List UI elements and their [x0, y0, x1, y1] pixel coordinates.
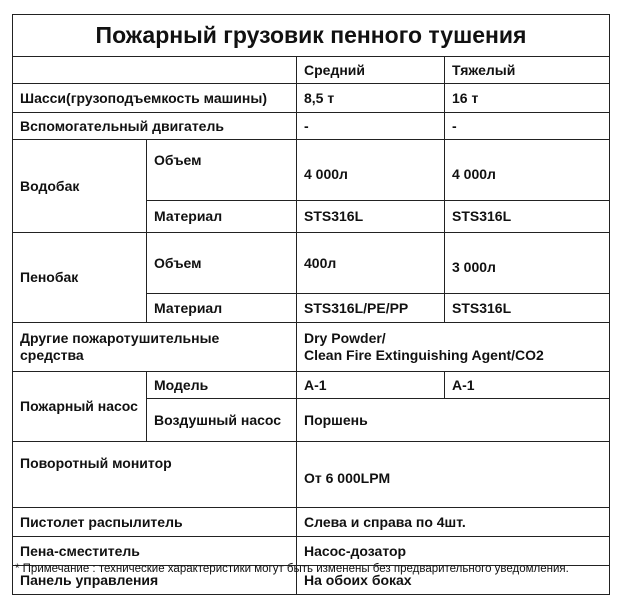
table-row — [13, 508, 610, 537]
value-line: Clean Fire Extinguishing Agent/CO2 — [304, 347, 544, 363]
sub-label: Объем — [147, 140, 297, 201]
value-line: Dry Powder/ — [304, 330, 386, 346]
table-row — [13, 233, 610, 294]
table-title: Пожарный грузовик пенного тушения — [13, 15, 610, 57]
spec-table — [12, 14, 610, 595]
sub-label: Материал — [147, 201, 297, 233]
cell-value: 8,5 т — [297, 84, 445, 113]
sub-label: Объем — [147, 233, 297, 294]
cell-value: 16 т — [445, 84, 610, 113]
sub-label: Материал — [147, 294, 297, 323]
group-label: Пенобак — [13, 233, 147, 323]
cell-value: A-1 — [297, 372, 445, 399]
row-label: Панель управления — [13, 566, 297, 595]
row-label-line: средства — [20, 347, 84, 363]
row-label: Шасси(грузоподъемкость машины) — [13, 84, 297, 113]
cell-value: Насос-дозатор — [297, 537, 610, 566]
row-label-line: Другие пожаротушительные — [20, 330, 220, 346]
cell-value: STS316L — [297, 201, 445, 233]
cell-value: На обоих боках — [297, 566, 610, 595]
table-row — [13, 113, 610, 140]
cell-value: 4 000л — [445, 140, 610, 201]
sub-label: Воздушный насос — [147, 399, 297, 442]
table-row — [13, 140, 610, 201]
cell-value: Поршень — [297, 399, 610, 442]
row-label: Вспомогательный двигатель — [13, 113, 297, 140]
cell-value: 4 000л — [297, 140, 445, 201]
footnote: * Примечание : технические характеристики могут быть изменены без предварительного уведомления. — [15, 563, 569, 575]
header-empty-cell — [13, 57, 297, 84]
cell-value: 3 000л — [445, 233, 610, 294]
cell-value: - — [297, 113, 445, 140]
table-row — [13, 84, 610, 113]
spec-sheet — [12, 14, 609, 595]
cell-value: STS316L — [445, 294, 610, 323]
row-label: Поворотный монитор — [13, 442, 297, 508]
sub-label: Модель — [147, 372, 297, 399]
header-medium: Средний — [297, 57, 445, 84]
cell-value: От 6 000LPM — [297, 442, 610, 508]
header-heavy: Тяжелый — [445, 57, 610, 84]
cell-value: Слева и справа по 4шт. — [297, 508, 610, 537]
cell-value: A-1 — [445, 372, 610, 399]
header-row — [13, 57, 610, 84]
table-row — [13, 323, 610, 372]
table-row — [13, 372, 610, 399]
cell-value: STS316L/PE/PP — [297, 294, 445, 323]
row-label — [13, 323, 297, 372]
cell-value: STS316L — [445, 201, 610, 233]
table-row — [13, 537, 610, 566]
row-label: Пена-сместитель — [13, 537, 297, 566]
cell-value: - — [445, 113, 610, 140]
cell-value: 400л — [297, 233, 445, 294]
table-row — [13, 442, 610, 508]
group-label: Водобак — [13, 140, 147, 233]
cell-value — [297, 323, 610, 372]
group-label: Пожарный насос — [13, 372, 147, 442]
title-row — [13, 15, 610, 57]
row-label: Пистолет распылитель — [13, 508, 297, 537]
